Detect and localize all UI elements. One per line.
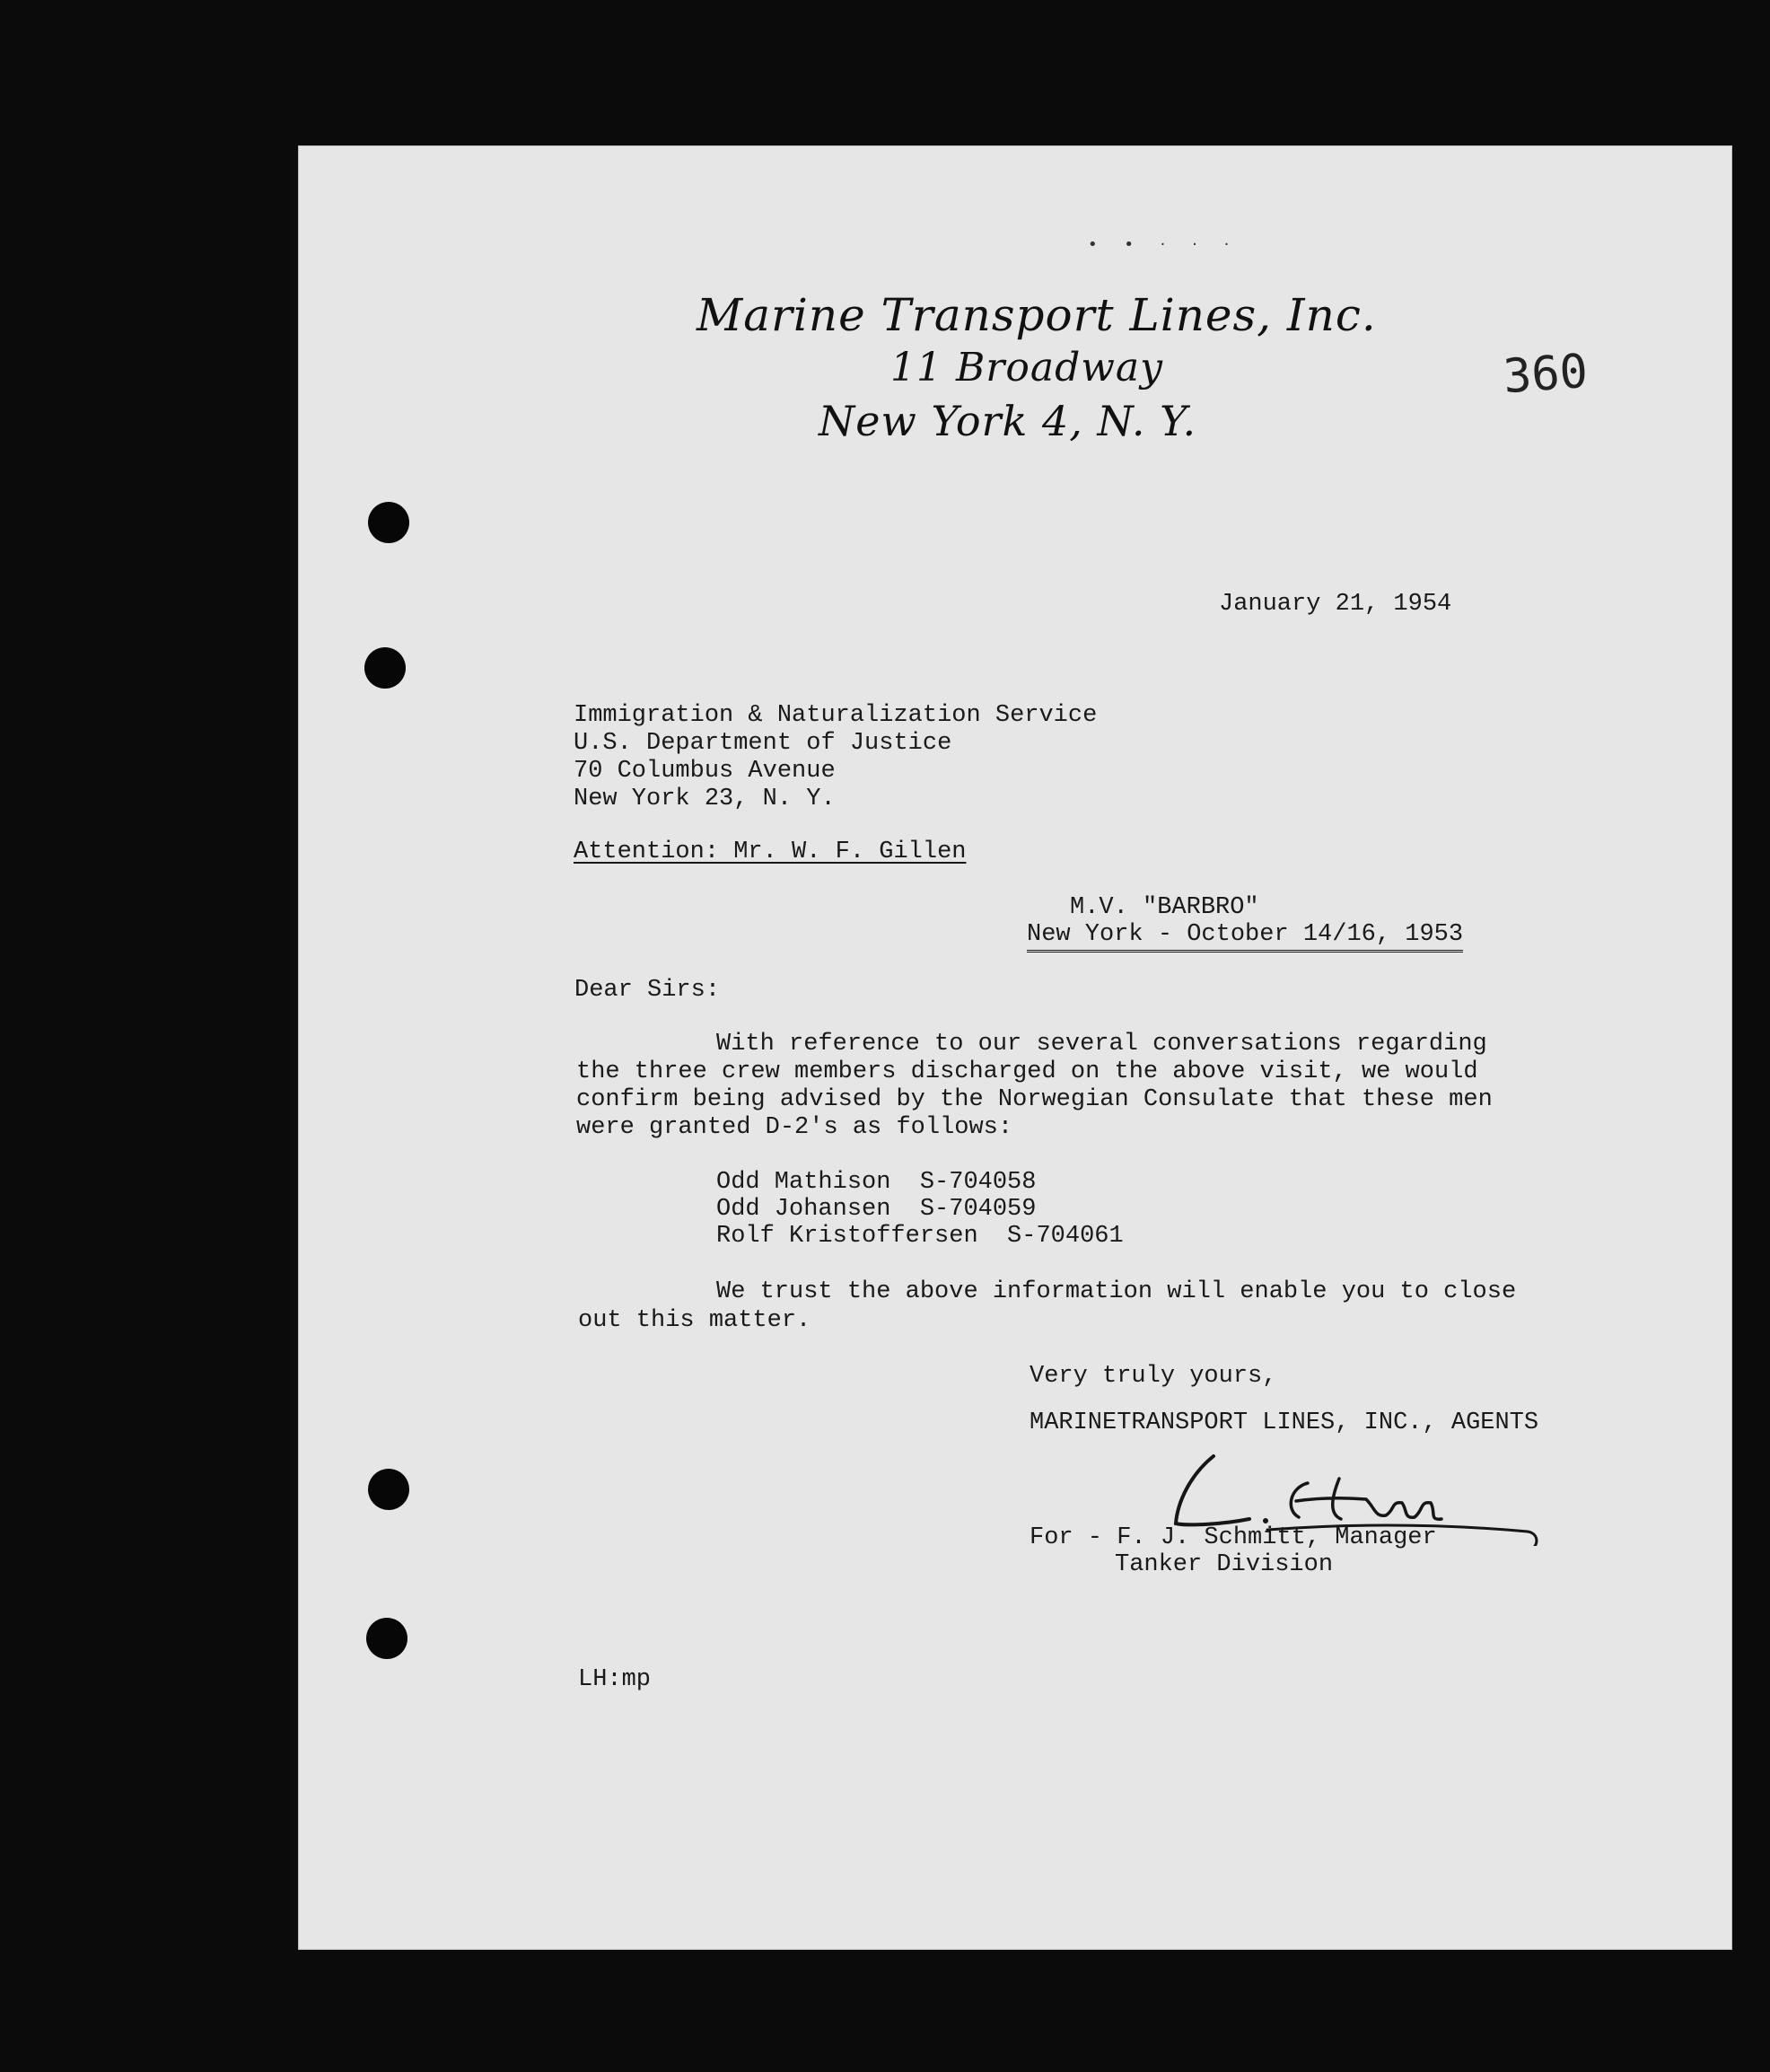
reference-voyage: New York - October 14/16, 1953 <box>1027 921 1463 953</box>
crew-list-item: Odd Mathison S-704058 <box>716 1169 1037 1196</box>
recipient-line: U.S. Department of Justice <box>574 730 952 757</box>
punch-hole <box>368 502 409 543</box>
typist-initials: LH:mp <box>578 1666 652 1693</box>
punch-hole <box>366 1618 407 1659</box>
body-line: were granted D-2's as follows: <box>576 1114 1013 1141</box>
body-line: confirm being advised by the Norwegian Consulate that these men <box>576 1086 1493 1113</box>
crew-list-item: Odd Johansen S-704059 <box>716 1196 1037 1223</box>
salutation: Dear Sirs: <box>574 977 721 1004</box>
punch-hole <box>368 1469 409 1510</box>
body-line: With reference to our several conversations regarding <box>716 1031 1487 1058</box>
letterhead-city: New York 4, N. Y. <box>819 397 1197 445</box>
letter-date: January 21, 1954 <box>1219 591 1452 618</box>
body-line: the three crew members discharged on the above visit, we would <box>576 1058 1478 1085</box>
recipient-line: Immigration & Naturalization Service <box>574 702 1098 729</box>
crew-list-item: Rolf Kristoffersen S-704061 <box>716 1223 1124 1250</box>
recipient-line: 70 Columbus Avenue <box>574 758 836 785</box>
page-number: 360 <box>1502 344 1590 405</box>
punch-hole <box>364 647 406 689</box>
attention-line: Attention: Mr. W. F. Gillen <box>574 838 967 865</box>
division-line: Tanker Division <box>1115 1551 1334 1578</box>
valediction: Very truly yours, <box>1030 1363 1277 1390</box>
stray-marks: • • · · · <box>1088 235 1240 254</box>
body-line: We trust the above information will enable you to close <box>716 1278 1517 1305</box>
letterhead-street: 11 Broadway <box>890 345 1163 391</box>
body-line: out this matter. <box>578 1307 811 1334</box>
signer-line: For - F. J. Schmitt, Manager <box>1030 1524 1437 1551</box>
letter-page <box>298 145 1732 1950</box>
recipient-line: New York 23, N. Y. <box>574 786 836 812</box>
closing-company: MARINETRANSPORT LINES, INC., AGENTS <box>1030 1409 1539 1436</box>
reference-vessel: M.V. "BARBRO" <box>1070 894 1259 921</box>
letterhead-company: Marine Transport Lines, Inc. <box>697 289 1377 341</box>
